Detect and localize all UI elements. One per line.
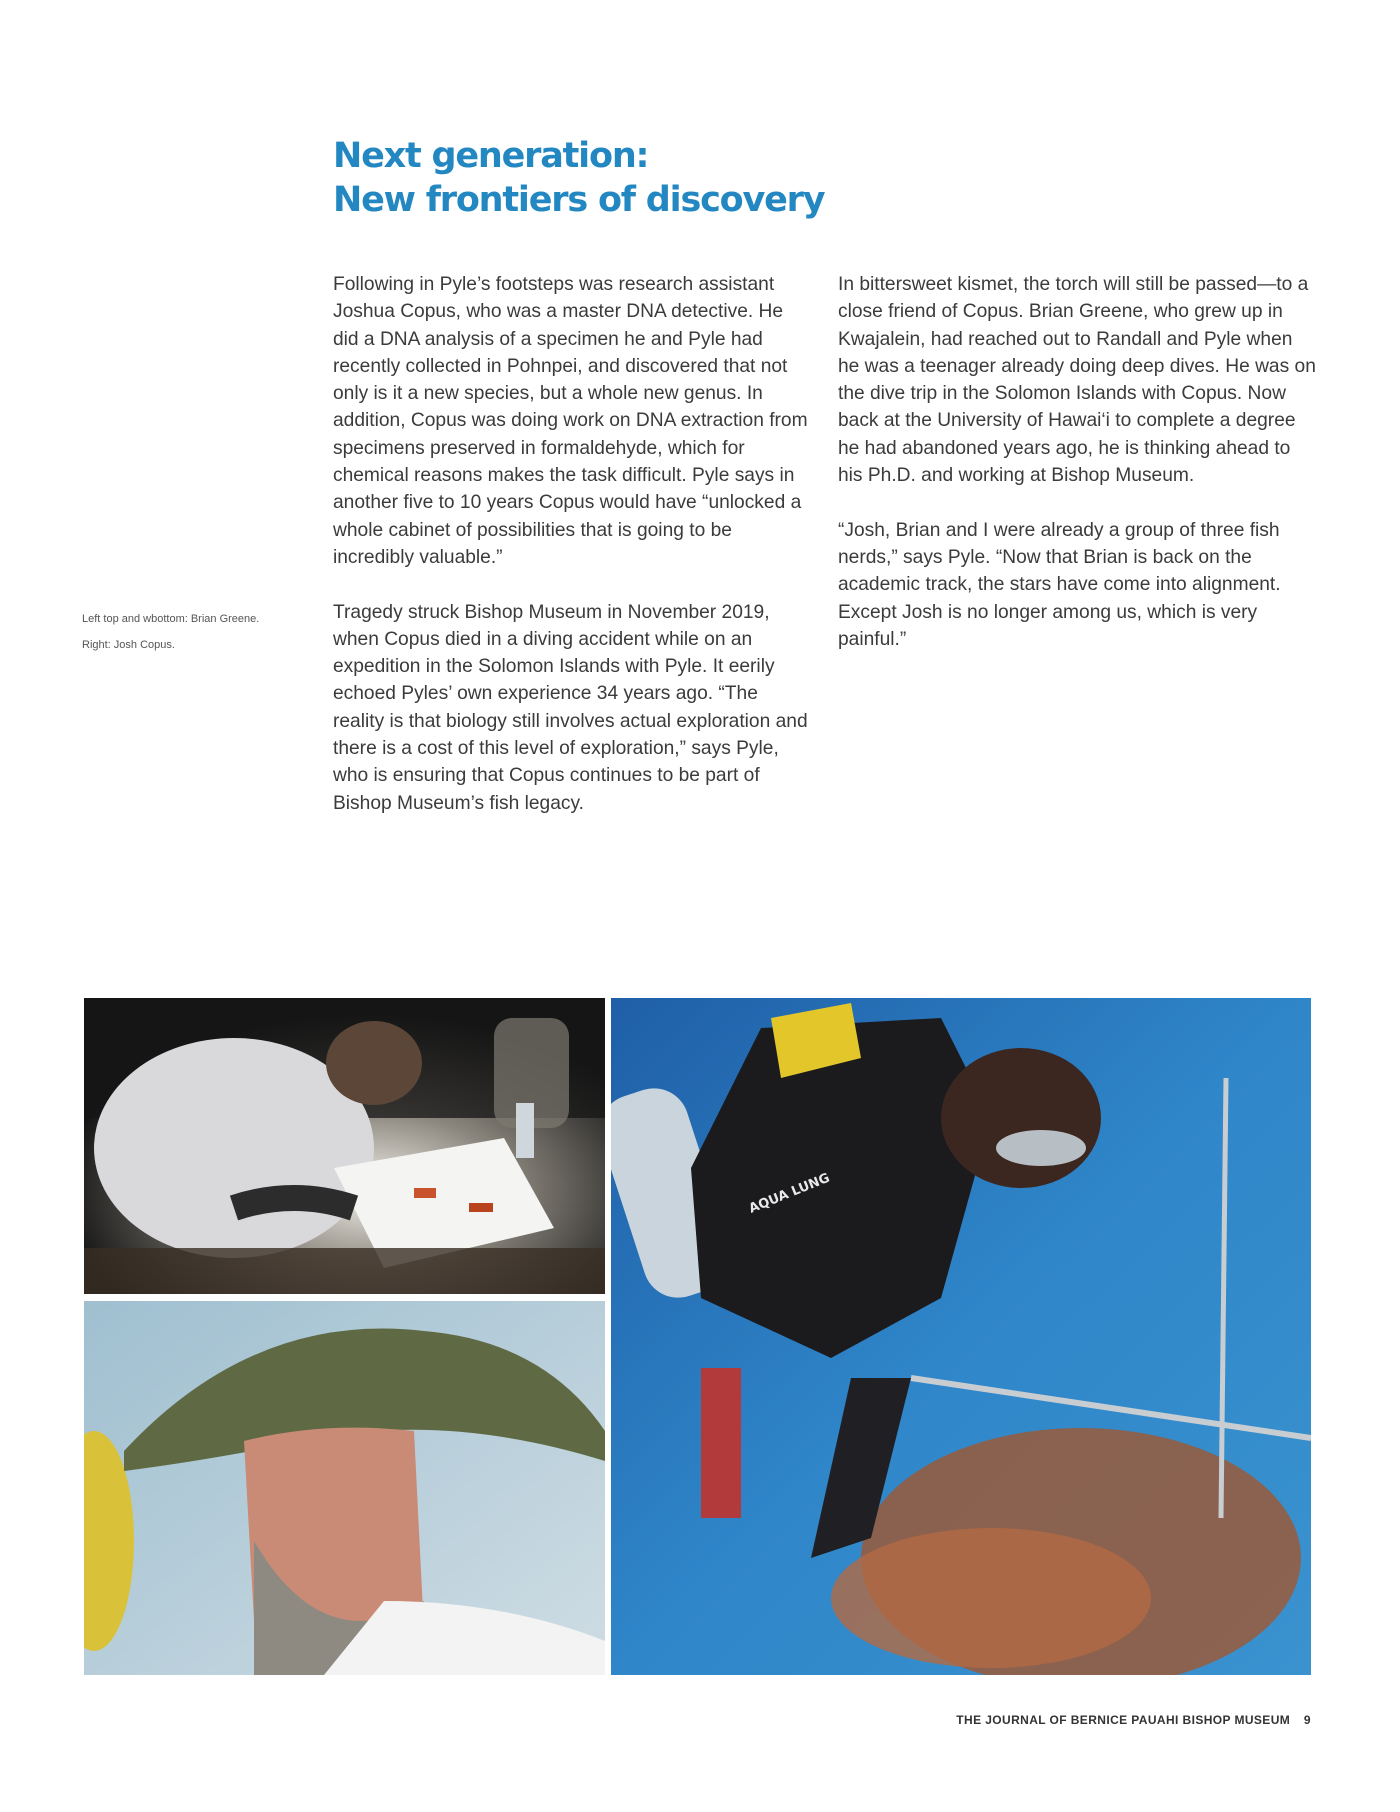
scuba-diver-photo-icon: [611, 998, 1311, 1675]
headline-line-2: New frontiers of discovery: [333, 180, 825, 220]
body-paragraph: In bittersweet kismet, the torch will still be passed—to a close friend of Copus. Brian Greene, who grew up in Kwajalein, had reached out to Randall and Pyle when he was a teenager already doing deep dives. He was on the dive trip in the Solomon Islands with Copus. Now back at the University of Hawai‘i to complete a degree he had abandoned years ago, he is thinking ahead to his Ph.D. and working at Bishop Museum.: [838, 274, 1316, 487]
body-paragraph: “Josh, Brian and I were already a group of three fish nerds,” says Pyle. “Now that Brian is back on the academic track, the stars have come into alignment. Except Josh is no longer among us, which is very painful.”: [838, 519, 1281, 650]
page-number: 9: [1303, 1713, 1311, 1727]
photo-portrait: [84, 1301, 605, 1675]
caption-line-1: Left top and wbottom: Brian Greene.: [82, 613, 260, 625]
body-paragraph: Following in Pyle’s footsteps was research assistant Joshua Copus, who was a master DNA detective. He did a DNA analysis of a specimen he and Pyle had recently collected in Pohnpei, and discovered that not only is it a new species, but a whole new genus. In addition, Copus was doing work on DNA extraction from specimens preserved in formaldehyde, which for chemical reasons makes the task difficult. Pyle says in another five to 10 years Copus would have “unlocked a whole cabinet of possibilities that is going to be incredibly valuable.”: [333, 274, 808, 568]
photo-caption: [82, 606, 302, 658]
page-footer: [956, 1713, 1311, 1727]
photo-scuba-diver: [611, 998, 1311, 1675]
caption-line-2: Right: Josh Copus.: [82, 639, 175, 651]
body-column-right: [838, 271, 1318, 680]
body-column-left: [333, 271, 813, 844]
lab-specimen-photo-icon: [84, 998, 605, 1294]
photo-lab-specimen: [84, 998, 605, 1294]
page-headline: [333, 134, 1033, 222]
tank-brand-label: AQUA LUNG: [746, 1170, 833, 1217]
portrait-photo-icon: [84, 1301, 605, 1675]
headline-line-1: Next generation:: [333, 136, 649, 176]
journal-title: THE JOURNAL OF BERNICE PAUAHI BISHOP MUSEUM: [956, 1713, 1291, 1727]
body-paragraph: Tragedy struck Bishop Museum in November 2019, when Copus died in a diving accident while on an expedition in the Solomon Islands with Pyle. It eerily echoed Pyles’ own experience 34 years ago. “The reality is that biology still involves actual exploration and there is a cost of this level of exploration,” says Pyle, who is ensuring that Copus continues to be part of Bishop Museum’s fish legacy.: [333, 601, 808, 814]
